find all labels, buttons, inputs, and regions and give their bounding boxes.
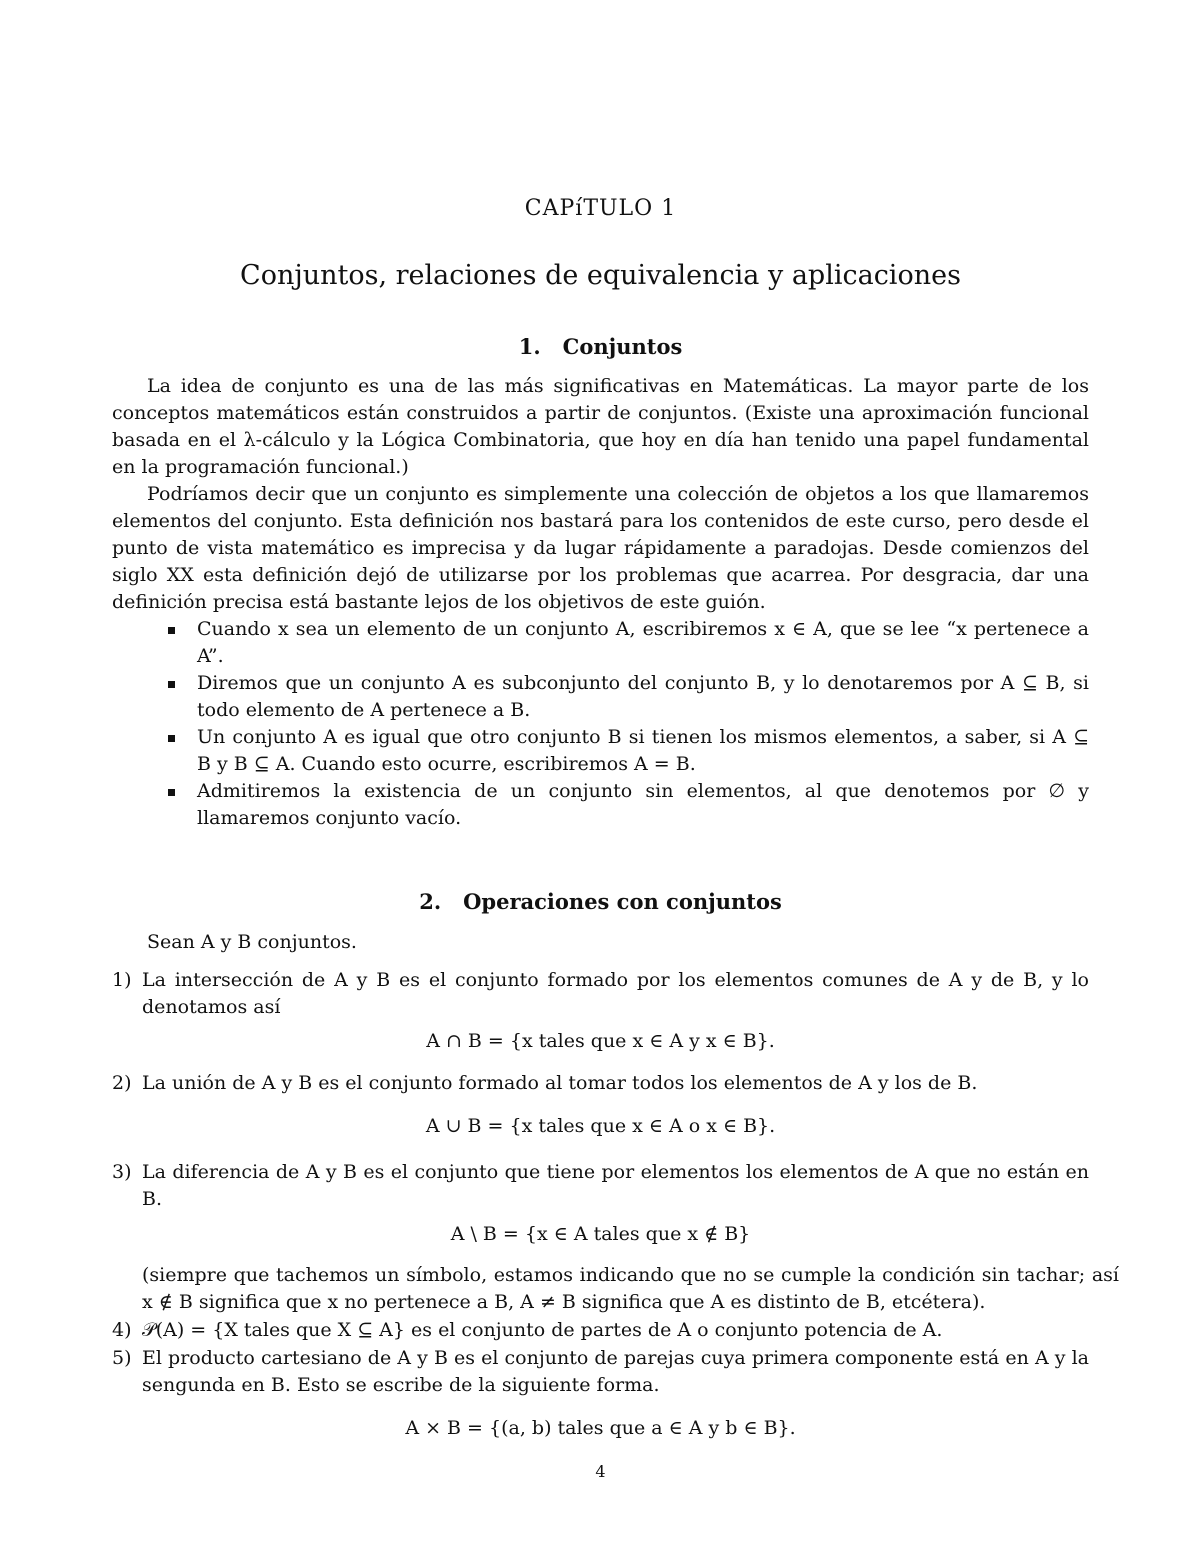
list-item bbox=[112, 778, 1089, 832]
bullet-icon bbox=[168, 627, 175, 634]
bullet-icon bbox=[168, 681, 175, 688]
item-text: El producto cartesiano de A y B es el conjunto de parejas cuya primera componente está en A y la sengunda en B. Esto se escribe de la siguiente forma. bbox=[142, 1347, 1089, 1396]
list-item-text: Admitiremos la existencia de un conjunto sin elementos, al que denotemos por ∅ y llamaremos conjunto vacío. bbox=[197, 780, 1089, 829]
item-text: 𝒫(A) = {X tales que X ⊆ A} es el conjunto de partes de A o conjunto potencia de A. bbox=[142, 1319, 943, 1341]
section-title: Conjuntos bbox=[562, 334, 683, 359]
numbered-item bbox=[112, 967, 1089, 1021]
numbered-item bbox=[112, 1345, 1089, 1399]
item-text: La diferencia de A y B es el conjunto que tiene por elementos los elementos de A que no están en B. bbox=[142, 1161, 1089, 1210]
section-1-body bbox=[112, 373, 1089, 832]
list-item bbox=[112, 616, 1089, 670]
item-number: 4) bbox=[112, 1319, 132, 1341]
bullet-icon bbox=[168, 735, 175, 742]
document-page bbox=[112, 0, 1119, 1553]
bullet-icon bbox=[168, 789, 175, 796]
formula: A ∪ B = {x tales que x ∈ A o x ∈ B}. bbox=[425, 1115, 776, 1137]
section-heading-1 bbox=[112, 334, 1089, 359]
list-item bbox=[112, 670, 1089, 724]
numbered-item bbox=[112, 1159, 1089, 1213]
paragraph: Podríamos decir que un conjunto es simplemente una colección de objetos a los que llamaremos elementos del conjunto. Esta definición nos bastará para los contenidos de este curso, pero desde el punto de vista matemático es imprecisa y da lugar rápidamente a paradojas. Desde comienzos del siglo XX esta definición dejó de utilizarse por los problemas que acarrea. Por desgracia, dar una definición precisa está bastante lejos de los objetivos de este guión. bbox=[112, 483, 1089, 613]
item-number: 3) bbox=[112, 1161, 132, 1183]
section-2-intro: Sean A y B conjuntos. bbox=[147, 931, 357, 953]
section-number: 2. bbox=[419, 889, 442, 914]
bullet-list bbox=[112, 616, 1089, 832]
item-number: 1) bbox=[112, 969, 132, 991]
item-text: La intersección de A y B es el conjunto formado por los elementos comunes de A y de B, y lo denotamos así bbox=[142, 969, 1089, 1018]
numbered-item bbox=[112, 1317, 1089, 1344]
list-item-text: Un conjunto A es igual que otro conjunto B si tienen los mismos elementos, a saber, si A ⊆ B y B ⊆ A. Cuando esto ocurre, escribiremos A = B. bbox=[197, 726, 1089, 775]
list-item-text: Diremos que un conjunto A es subconjunto del conjunto B, y lo denotaremos por A ⊆ B, si todo elemento de A pertenece a B. bbox=[197, 672, 1089, 721]
item-text: La unión de A y B es el conjunto formado al tomar todos los elementos de A y los de B. bbox=[142, 1072, 978, 1094]
page-number: 4 bbox=[595, 1462, 606, 1481]
item-number: 2) bbox=[112, 1072, 132, 1094]
formula: A ∩ B = {x tales que x ∈ A y x ∈ B}. bbox=[426, 1030, 775, 1052]
chapter-title: Conjuntos, relaciones de equivalencia y aplicaciones bbox=[240, 260, 961, 291]
section-title: Operaciones con conjuntos bbox=[463, 889, 782, 914]
chapter-label: CAPíTULO 1 bbox=[524, 196, 677, 221]
section-heading-2 bbox=[112, 889, 1089, 914]
item-note: (siempre que tachemos un símbolo, estamos indicando que no se cumple la condición sin tachar; así x ∉ B significa que x no pertenece a B, A ≠ B significa que A es distinto de B, etcétera). bbox=[142, 1264, 1119, 1313]
list-item-text: Cuando x sea un elemento de un conjunto A, escribiremos x ∈ A, que se lee “x pertenece a A”. bbox=[197, 618, 1089, 667]
section-number: 1. bbox=[518, 334, 541, 359]
formula: A × B = {(a, b) tales que a ∈ A y b ∈ B}. bbox=[405, 1417, 796, 1439]
item-number: 5) bbox=[112, 1347, 132, 1369]
numbered-item bbox=[112, 1070, 1089, 1097]
formula: A \ B = {x ∈ A tales que x ∉ B} bbox=[450, 1223, 751, 1245]
list-item bbox=[112, 724, 1089, 778]
paragraph: La idea de conjunto es una de las más significativas en Matemáticas. La mayor parte de los conceptos matemáticos están construidos a partir de conjuntos. (Existe una aproximación funcional basada en el λ-cálculo y la Lógica Combinatoria, que hoy en día han tenido una papel fundamental en la programación funcional.) bbox=[112, 375, 1089, 478]
